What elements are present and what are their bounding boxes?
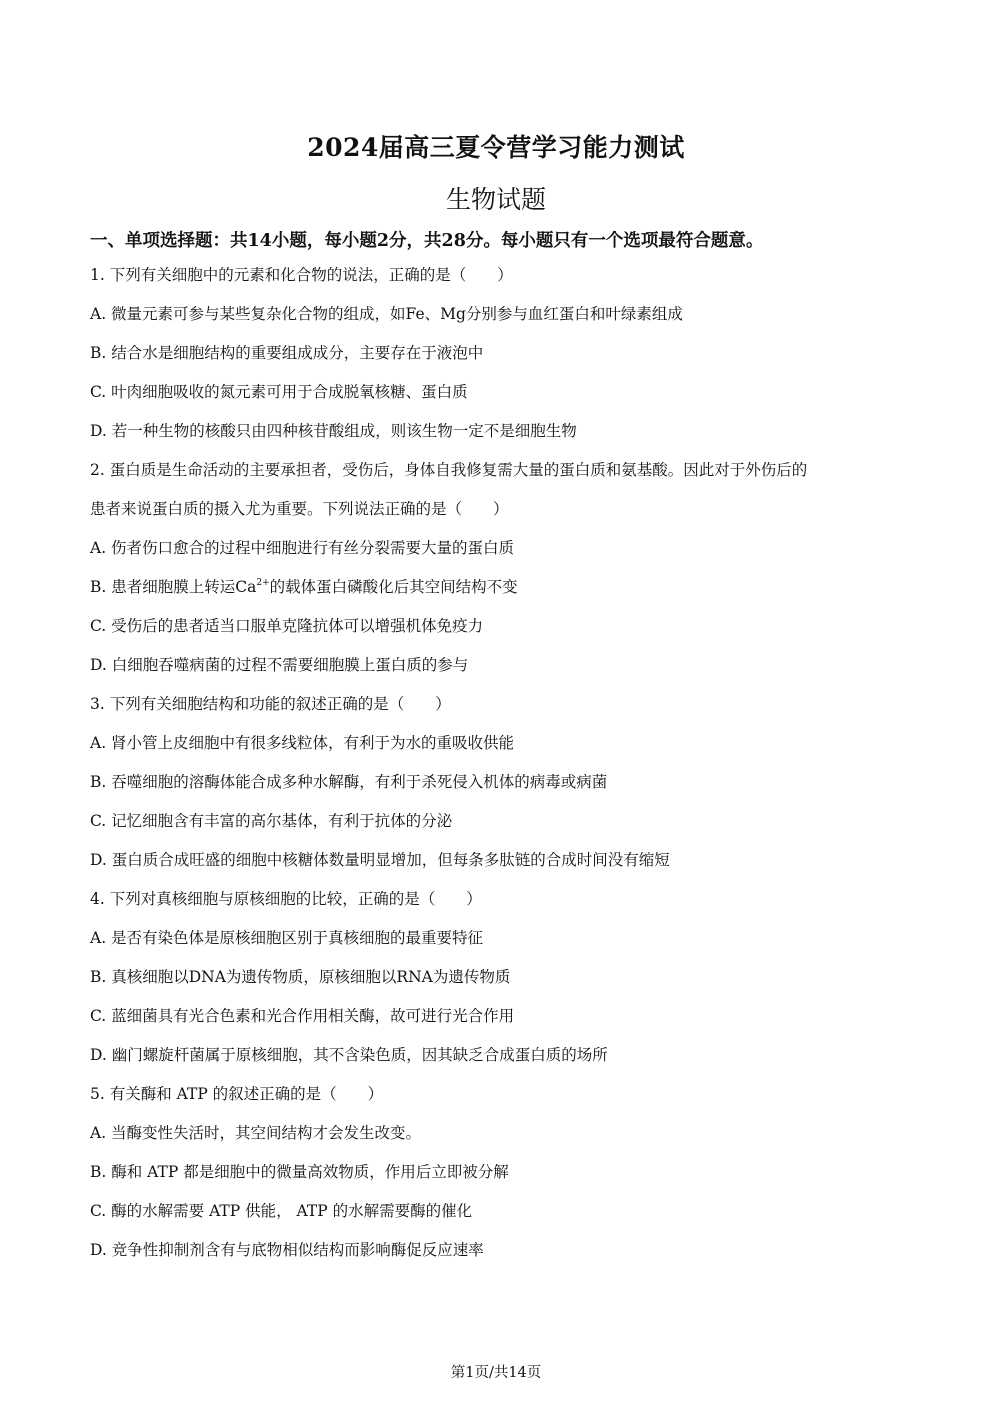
question-1-option-c: C. 叶肉细胞吸收的氮元素可用于合成脱氧核糖、蛋白质 <box>90 383 468 401</box>
question-1-option-d: D. 若一种生物的核酸只由四种核苷酸组成，则该生物一定不是细胞生物 <box>90 422 577 440</box>
question-3-option-a: A. 肾小管上皮细胞中有很多线粒体，有利于为水的重吸收供能 <box>90 734 515 752</box>
question-2-stem-line-2: 患者来说蛋白质的摄入尤为重要。下列说法正确的是（ ） <box>90 500 509 518</box>
exam-title: 2024届高三夏令营学习能力测试 <box>307 133 685 162</box>
question-1-option-b: B. 结合水是细胞结构的重要组成成分，主要存在于液泡中 <box>90 344 484 362</box>
question-2-stem-line-1: 2. 蛋白质是生命活动的主要承担者，受伤后，身体自我修复需大量的蛋白质和氨基酸。因此对于外伤后的 <box>90 461 808 479</box>
question-3-option-c: C. 记忆细胞含有丰富的高尔基体，有利于抗体的分泌 <box>90 812 453 830</box>
section-heading: 一、单项选择题：共14小题，每小题2分，共28分。每小题只有一个选项最符合题意。 <box>90 231 764 251</box>
calcium-charge-superscript: 2+ <box>256 578 270 588</box>
question-2-option-b-rest: 的载体蛋白磷酸化后其空间结构不变 <box>269 578 518 596</box>
question-1-stem: 1. 下列有关细胞中的元素和化合物的说法，正确的是（ ） <box>90 266 513 284</box>
question-2-option-b <box>90 575 518 597</box>
question-2-option-c: C. 受伤后的患者适当口服单克隆抗体可以增强机体免疫力 <box>90 617 484 635</box>
question-5-stem: 5. 有关酶和 ATP 的叙述正确的是（ ） <box>90 1085 384 1103</box>
question-4-stem: 4. 下列对真核细胞与原核细胞的比较，正确的是（ ） <box>90 890 482 908</box>
question-3-option-d: D. 蛋白质合成旺盛的细胞中核糖体数量明显增加，但每条多肽链的合成时间没有缩短 <box>90 851 670 869</box>
question-1-option-a: A. 微量元素可参与某些复杂化合物的组成，如Fe、Mg分别参与血红蛋白和叶绿素组成 <box>90 305 683 323</box>
question-3-option-b: B. 吞噬细胞的溶酶体能合成多种水解酶，有利于杀死侵入机体的病毒或病菌 <box>90 773 608 791</box>
question-2-option-a: A. 伤者伤口愈合的过程中细胞进行有丝分裂需要大量的蛋白质 <box>90 539 515 557</box>
question-4-option-a: A. 是否有染色体是原核细胞区别于真核细胞的最重要特征 <box>90 929 484 947</box>
question-5-option-c: C. 酶的水解需要 ATP 供能， ATP 的水解需要酶的催化 <box>90 1202 473 1220</box>
question-4-option-b: B. 真核细胞以DNA为遗传物质，原核细胞以RNA为遗传物质 <box>90 968 511 986</box>
question-4-option-c: C. 蓝细菌具有光合色素和光合作用相关酶，故可进行光合作用 <box>90 1007 515 1025</box>
subject-title: 生物试题 <box>445 185 546 214</box>
question-5-option-b: B. 酶和 ATP 都是细胞中的微量高效物质，作用后立即被分解 <box>90 1163 509 1181</box>
question-2-option-b-text: B. 患者细胞膜上转运Ca <box>90 578 257 596</box>
question-3-stem: 3. 下列有关细胞结构和功能的叙述正确的是（ ） <box>90 695 451 713</box>
page-number: 第1页/共14页 <box>450 1365 542 1381</box>
question-2-option-d: D. 白细胞吞噬病菌的过程不需要细胞膜上蛋白质的参与 <box>90 656 469 674</box>
question-4-option-d: D. 幽门螺旋杆菌属于原核细胞，其不含染色质，因其缺乏合成蛋白质的场所 <box>90 1046 608 1064</box>
question-5-option-d: D. 竞争性抑制剂含有与底物相似结构而影响酶促反应速率 <box>90 1241 484 1259</box>
question-5-option-a: A. 当酶变性失活时，其空间结构才会发生改变。 <box>90 1124 422 1142</box>
